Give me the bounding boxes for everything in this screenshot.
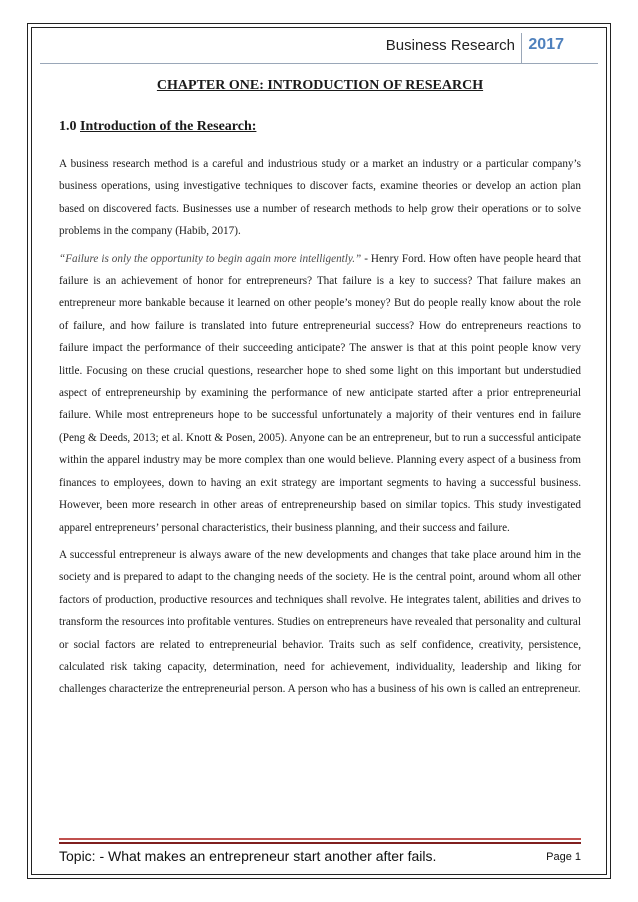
quote: “Failure is only the opportunity to begin again more intelligently.” bbox=[59, 252, 362, 265]
footer-topic: Topic: - What makes an entrepreneur start another after fails. bbox=[59, 848, 437, 864]
chapter-title: CHAPTER ONE: INTRODUCTION OF RESEARCH bbox=[156, 78, 484, 93]
paragraph-2 bbox=[59, 248, 581, 539]
section-number: 1.0 bbox=[59, 119, 77, 134]
footer-rule-red bbox=[59, 838, 581, 840]
header-year: 2017 bbox=[528, 36, 564, 53]
paragraph-3: A successful entrepreneur is always aware of the new developments and changes that take place around him in the society and is prepared to adapt to the changing needs of the society. He is the central point, around whom all other factors of production, productive resources and techniques shall revolve. He integrates talent, abilities and drives to transform the resources into profitable ventures. Studies on entrepreneurs have revealed that personality and cultural or social factors are related to entrepreneurial behavior. Traits such as self confidence, creativity, persistence, calculated risk taking capacity, determination, need for achievement, individuality, leadership and liking for challenges characterize the entrepreneurial person. A person who has a business of his own is called an entrepreneur. bbox=[59, 548, 581, 696]
paragraph-2-body: - Henry Ford. How often have people heard that failure is an achievement of honor for entrepreneurs? That failure is a key to success? That failure makes an entrepreneur more bankable because it learned on other people’s money? But do people really know about the role of failure, and how failure is translated into future entrepreneurial success? How do entrepreneurs reactions to failure impact the performance of their succeeding anticipate? The answer is that at this point people know very little. Focusing on these crucial questions, researcher hope to shed some light on this important but understudied aspect of entrepreneurship by examining the performance of new anticipate started after a prior entrepreneurial failure. While most entrepreneurs hope to be successful unfortunately a majority of their ventures end in failure (Peng & Deeds, 2013; et al. Knott & Posen, 2005). Anyone can be an entrepreneur, but to run a successful anticipate within the apparel industry may be more complex than one would believe. Planning every aspect of a business from finances to employees, down to having an exit strategy are important segments to having a successful business. However, been more research in other areas of entrepreneurship based on similar topics. This study investigated apparel entrepreneurs’ personal characteristics, their business planning, and their success and failure. bbox=[59, 252, 581, 534]
page-header bbox=[40, 33, 597, 63]
footer-rule-dark bbox=[59, 842, 581, 844]
header-separator bbox=[521, 33, 522, 63]
page-number: Page 1 bbox=[546, 851, 581, 863]
section-heading bbox=[59, 117, 581, 137]
header-title: Business Research bbox=[385, 37, 515, 54]
header-rule bbox=[40, 63, 598, 64]
section-title: Introduction of the Research: bbox=[80, 119, 257, 134]
paragraph-1: A business research method is a careful and industrious study or a market an industry or a particular company’s business operations, using investigative techniques to discover facts, examine theories or develop an action plan based on discovered facts. Businesses use a number of research methods to help grow their operations or to solve problems in the company (Habib, 2017). bbox=[59, 158, 581, 238]
document-body bbox=[59, 73, 581, 701]
